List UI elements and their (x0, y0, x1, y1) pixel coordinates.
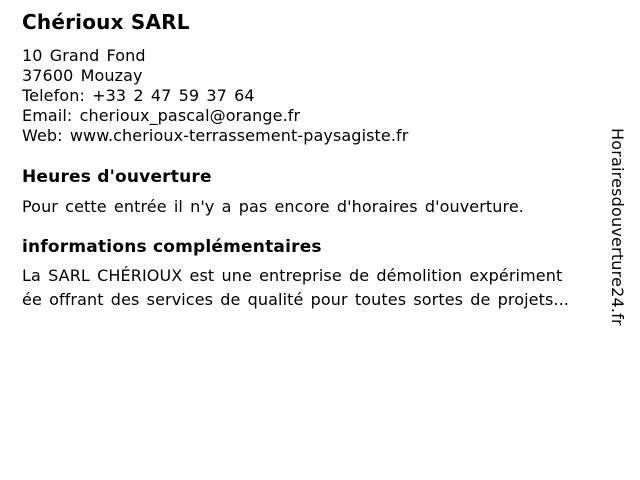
postal-city: 37600 Mouzay (22, 66, 143, 85)
business-name-title: Chérioux SARL (22, 10, 190, 34)
contact-block (22, 46, 592, 146)
additional-info-line-1: La SARL CHÉRIOUX est une entreprise de démolition expériment (22, 266, 563, 285)
website-line: Web: www.cherioux-terrassement-paysagiste.fr (22, 126, 409, 145)
street-address: 10 Grand Fond (22, 46, 146, 65)
email-line: Email: cherioux_pascal@orange.fr (22, 106, 301, 125)
opening-hours-text: Pour cette entrée il n'y a pas encore d'horaires d'ouverture. (22, 197, 524, 216)
listing-content (22, 10, 592, 312)
opening-hours-heading: Heures d'ouverture (22, 167, 212, 187)
site-watermark-vertical: Horairesdouverture24.fr (608, 128, 627, 326)
additional-info-text (22, 264, 592, 312)
additional-info-heading: informations complémentaires (22, 237, 322, 257)
phone-line: Telefon: +33 2 47 59 37 64 (22, 86, 255, 105)
additional-info-line-2: ée offrant des services de qualité pour toutes sortes de projets... (22, 290, 569, 309)
